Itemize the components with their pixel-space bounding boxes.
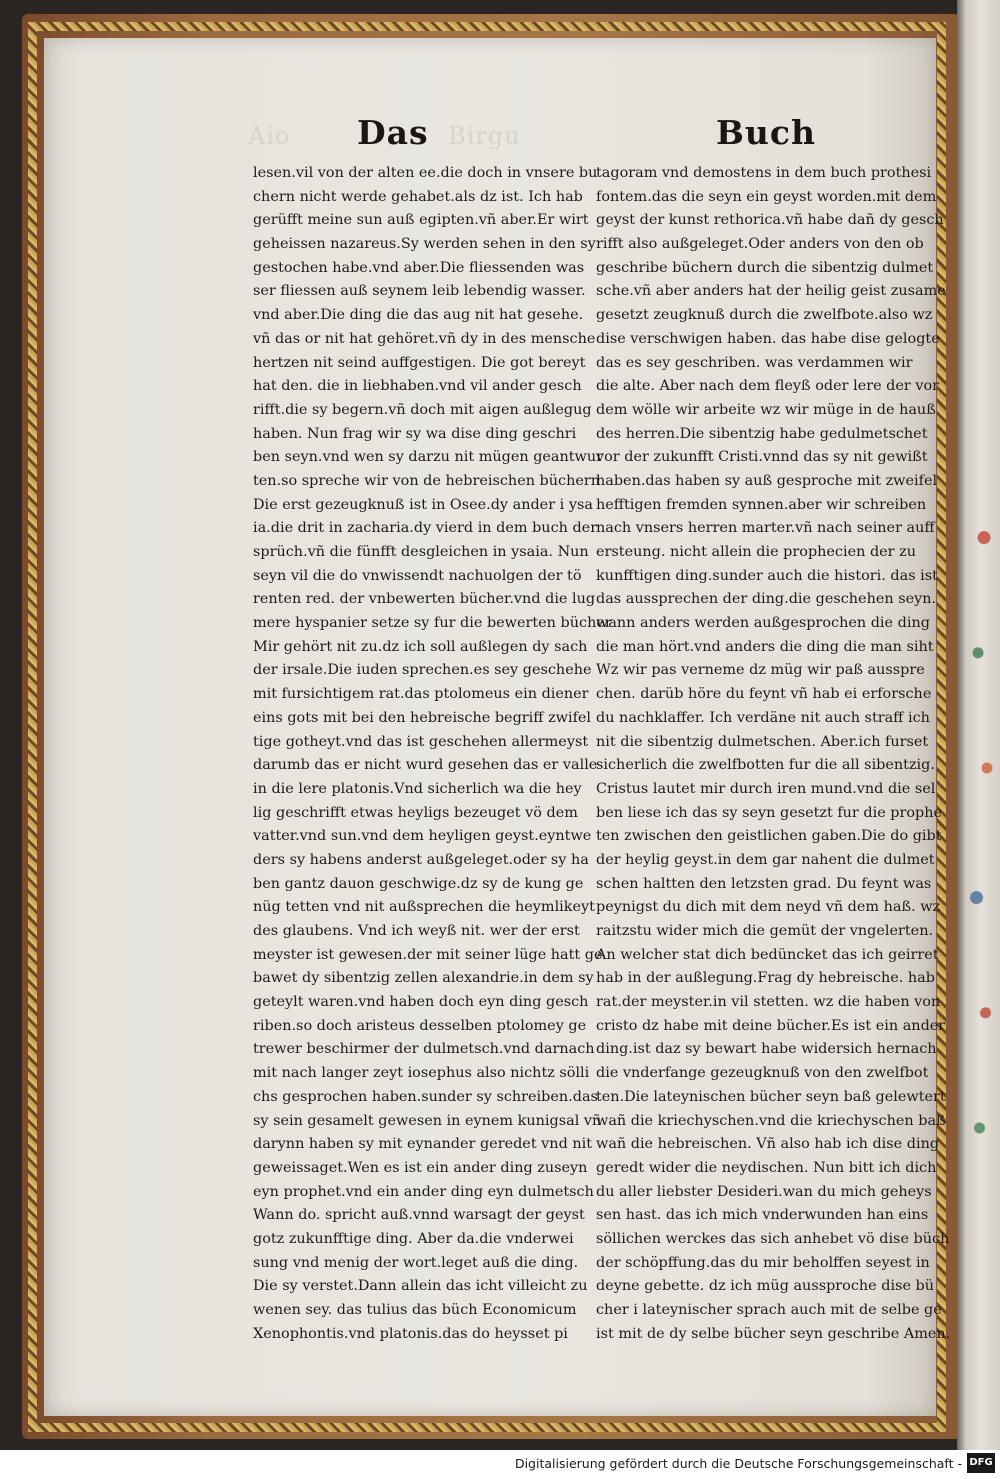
text-line: rifft.die sy begern.vñ doch mit aigen außlegug — [253, 401, 592, 418]
text-line: lig geschrifft etwas heyligs bezeuget vö dem — [253, 804, 578, 821]
text-line: Cristus lautet mir durch iren mund.vnd die sel — [596, 780, 936, 797]
text-line: ist mit de dy selbe bücher seyn geschribe Amen. — [596, 1325, 951, 1342]
dfg-logo: DFG — [967, 1453, 995, 1473]
text-line: dise verschwigen haben. das habe dise gelogte — [596, 330, 940, 347]
text-line: chen. darüb höre du feynt vñ hab ei erforsche — [596, 686, 932, 703]
text-line: hertzen nit seind auffgestigen. Die got bereyt — [253, 354, 586, 371]
text-line: Xenophontis.vnd platonis.das do heysset pi — [253, 1325, 568, 1342]
text-line: wann anders werden außgesprochen die ding — [596, 615, 930, 632]
text-line: gerüfft meine sun auß egipten.vñ aber.Er wirt — [253, 212, 589, 229]
text-line: raitzstu wider mich die gemüt der vngelerten. — [596, 923, 934, 939]
text-line: du nachklaffer. Ich verdäne nit auch straff ich — [596, 709, 930, 726]
text-line: des glaubens. Vnd ich weyß nit. wer der erst — [253, 923, 580, 939]
text-line: der irsale.Die iuden sprechen.es sey geschehe — [253, 662, 592, 679]
funding-credit: Digitalisierung gefördert durch die Deutsche Forschungsgemeinschaft - — [514, 1456, 962, 1471]
text-line: geweissaget.Wen es ist ein ander ding zuseyn — [253, 1159, 588, 1176]
text-line: geteylt waren.vnd haben doch eyn ding gesch — [253, 994, 589, 1011]
text-line: Wann do. spricht auß.vnnd warsagt der geyst — [253, 1207, 585, 1224]
text-line: Mir gehört nit zu.dz ich soll außlegen dy sach — [253, 638, 588, 655]
text-line: ersteung. nicht allein die prophecien der zu — [596, 544, 916, 560]
running-head-left: Das — [357, 113, 429, 152]
text-line: vnd aber.Die ding die das aug nit hat gesehe. — [253, 307, 584, 324]
text-line: gesetzt zeugknuß durch die zwelfbote.also wz — [596, 307, 933, 324]
text-line: riben.so doch aristeus desselben ptolomey ge — [253, 1017, 587, 1034]
text-line: rifft also außgeleget.Oder anders von den ob — [596, 236, 924, 253]
text-line: darynn haben sy mit eynander geredet vnd nit — [253, 1136, 593, 1153]
text-line: deyne gebette. dz ich müg aussproche dise bü — [596, 1278, 935, 1295]
text-line: trewer beschirmer der dulmetsch.vnd darnach — [253, 1041, 595, 1058]
text-line: ding.ist daz sy bewart habe widersich hernach — [596, 1041, 937, 1058]
text-line: bawet dy sibentzig zellen alexandrie.in dem sy — [253, 970, 594, 987]
text-line: rat.der meyster.in vil stetten. wz die haben von — [596, 994, 941, 1011]
text-line: peynigst du dich mit dem neyd vñ dem haß. wz — [596, 899, 941, 916]
text-line: sung vnd menig der wort.leget auß die ding. — [253, 1254, 579, 1271]
text-line: ia.die drit in zacharia.dy vierd in dem buch der — [253, 520, 598, 537]
text-line: geyst der kunst rethorica.vñ habe dañ dy gesch — [596, 212, 944, 229]
text-line: das aussprechen der ding.die geschehen seyn. — [596, 591, 937, 608]
text-line: die man hört.vnd anders die ding die man siht — [596, 638, 934, 655]
text-line: sicherlich die zwelfbotten fur die all sibentzig. — [596, 757, 935, 774]
text-line: cher i lateynischer sprach auch mit de selbe ge — [596, 1302, 942, 1318]
text-line: wañ die kriechyschen.vnd die kriechyschen baß — [596, 1112, 946, 1129]
text-line: ten.so spreche wir von de hebreischen büchern — [253, 472, 601, 489]
text-line: sche.vñ aber anders hat der heilig geist zusame — [596, 283, 946, 300]
text-line: vatter.vnd sun.vnd dem heyligen geyst.eyntwe — [253, 828, 592, 845]
text-line: wenen sey. das tulius das büch Economicum — [253, 1302, 577, 1318]
text-line: hat den. die in liebhaben.vnd vil ander gesch — [253, 378, 582, 395]
text-line: sprüch.vñ die fünfft desgleichen in ysaia. Nun — [253, 544, 589, 560]
text-line: tagoram vnd demostens in dem buch prothesi — [596, 165, 932, 181]
text-line: nüg tetten vnd nit außsprechen die heymlikeyt — [253, 899, 595, 916]
text-line: renten red. der vnbewerten bücher.vnd die lug — [253, 591, 596, 608]
text-line: söllichen werckes das sich anhebet vö dise büch — [596, 1230, 950, 1247]
text-line: meyster ist gewesen.der mit seiner lüge hatt ge — [253, 946, 603, 963]
text-line: mit fursichtigem rat.das ptolomeus ein diener — [253, 686, 589, 703]
text-line: chern nicht werde gehabet.als dz ist. Ich hab — [253, 188, 583, 205]
text-line: der schöpffung.das du mir beholffen seyest in — [596, 1254, 930, 1271]
text-line: das es sey geschriben. was verdammen wir — [596, 354, 913, 371]
text-line: Die sy verstet.Dann allein das icht villeicht zu — [253, 1278, 588, 1295]
text-line: haben. Nun frag wir sy wa dise ding geschri — [253, 425, 577, 442]
text-line: geheissen nazareus.Sy werden sehen in den sy — [253, 236, 596, 253]
text-line: ders sy habens anderst außgeleget.oder sy ha — [253, 851, 589, 868]
text-line: kunfftigen ding.sunder auch die histori. das ist — [596, 567, 938, 584]
text-line: fontem.das die seyn ein geyst worden.mit dem — [596, 188, 937, 205]
text-line: vor der zukunfft Cristi.vnnd das sy nit gewißt — [596, 449, 928, 466]
text-line: ser fliessen auß seynem leib lebendig wasser. — [253, 283, 586, 300]
text-line: nit die sibentzig dulmetschen. Aber.ich furset — [596, 733, 929, 750]
text-line: mere hyspanier setze sy fur die bewerten bücher — [253, 615, 612, 632]
text-line: darumb das er nicht wurd gesehen das er valle — [253, 757, 598, 774]
text-column-left — [253, 162, 612, 1346]
text-line: Die erst gezeugknuß ist in Osee.dy ander i ysa — [253, 496, 593, 513]
text-line: seyn vil die do vnwissendt nachuolgen der tö — [253, 567, 582, 584]
text-line: gotz zukunfftige ding. Aber da.die vnderwei — [253, 1230, 574, 1247]
text-line: tige gotheyt.vnd das ist geschehen allermeyst — [253, 733, 589, 750]
text-line: ben liese ich das sy seyn gesetzt fur die prophe — [596, 804, 943, 821]
text-line: sy sein gesamelt gewesen in eynem kunigsal vñ — [253, 1112, 602, 1129]
text-line: Wz wir pas verneme dz müg wir paß ausspre — [596, 662, 925, 679]
text-line: eyn prophet.vnd ein ander ding eyn dulmetsch — [253, 1183, 594, 1200]
text-line: des herren.Die sibentzig habe gedulmetschet — [596, 425, 928, 442]
text-line: dem wölle wir arbeite wz wir müge in de hauß — [596, 401, 936, 418]
text-line: die alte. Aber nach dem fleyß oder lere der vor — [596, 378, 940, 395]
text-line: in die lere platonis.Vnd sicherlich wa die hey — [253, 780, 582, 797]
text-line: gestochen habe.vnd aber.Die fliessenden was — [253, 259, 585, 276]
text-line: cristo dz habe mit deine bücher.Es ist ein ander — [596, 1017, 946, 1034]
text-line: ten.Die lateynischen bücher seyn baß gelewtert — [596, 1088, 946, 1105]
text-line: haben.das haben sy auß gesproche mit zweifel — [596, 472, 938, 489]
text-line: ben seyn.vnd wen sy darzu nit mügen geantwur — [253, 449, 604, 466]
bleed-through-text-left: Aio — [248, 122, 291, 150]
text-line: ten zwischen den geistlichen gaben.Die do gibt — [596, 828, 942, 845]
text-line: nach vnsers herren marter.vñ nach seiner auff — [596, 520, 935, 537]
illuminated-ornament — [966, 480, 996, 1200]
bleed-through-text-right: Birgu — [448, 122, 521, 150]
text-column-right — [596, 162, 951, 1346]
text-line: vñ das or nit hat gehöret.vñ dy in des mensche — [253, 330, 596, 347]
text-line: geschribe büchern durch die sibentzig dulmet — [596, 259, 934, 276]
text-line: hab in der außlegung.Frag dy hebreische. hab — [596, 970, 935, 987]
text-line: An welcher stat dich bedüncket das ich geirret — [596, 946, 939, 963]
text-line: der heylig geyst.in dem gar nahent die dulmet — [596, 851, 935, 868]
text-line: mit nach langer zeyt iosephus also nichtz söllі — [253, 1065, 590, 1082]
running-head-right: Buch — [716, 113, 816, 152]
text-line: die vnderfange gezeugknuß von den zwelfbot — [596, 1065, 929, 1082]
text-line: geredt wider die neydischen. Nun bitt ich dich — [596, 1159, 937, 1176]
text-line: du aller liebster Desideri.wan du mich geheys — [596, 1183, 932, 1200]
text-line: chs gesprochen haben.sunder sy schreiben.das — [253, 1088, 598, 1105]
text-line: hefftigen fremden synnen.aber wir schreiben — [596, 496, 927, 513]
text-line: wañ die hebreischen. Vñ also hab ich dise ding — [596, 1136, 940, 1153]
text-line: lesen.vil von der alten ee.die doch in vnsere bu — [253, 165, 598, 181]
text-line: ben gantz dauon geschwige.dz sy de kung ge — [253, 875, 584, 892]
text-line: schen haltten den letzsten grad. Du feynt was — [596, 875, 932, 892]
text-line: sen hast. das ich mich vnderwunden han eins — [596, 1207, 929, 1224]
text-line: eins gots mit bei den hebreische begriff zwifel — [253, 709, 592, 726]
